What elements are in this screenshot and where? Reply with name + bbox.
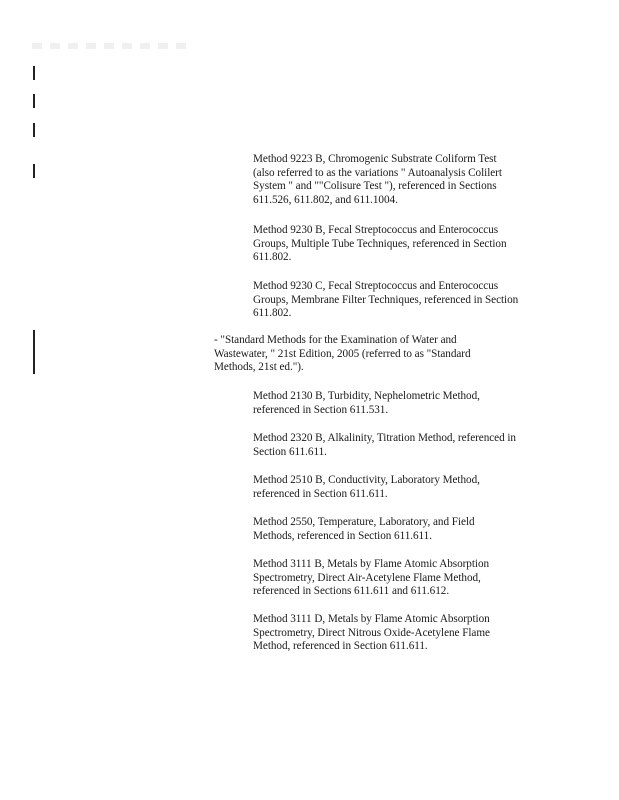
method-entry: Method 9230 B, Fecal Streptococcus and Enterococcus Groups, Multiple Tube Techniques, referenced in Section 611.802. [253, 224, 507, 264]
method-entry: Method 3111 D, Metals by Flame Atomic Absorption Spectrometry, Direct Nitrous Oxide-Acetylene Flame Method, referenced in Section 611.611. [253, 613, 490, 653]
revision-bar [33, 66, 35, 80]
scan-artifact [32, 43, 192, 49]
method-entry: Method 2130 B, Turbidity, Nephelometric Method, referenced in Section 611.531. [253, 390, 480, 416]
method-entry: Method 9230 C, Fecal Streptococcus and Enterococcus Groups, Membrane Filter Techniques, referenced in Section 611.802. [253, 280, 519, 320]
revision-bar [33, 164, 35, 178]
revision-bar [33, 330, 35, 374]
revision-bar [33, 94, 35, 108]
method-entry: Method 2550, Temperature, Laboratory, and Field Methods, referenced in Section 611.611. [253, 516, 475, 542]
method-entry: Method 9223 B, Chromogenic Substrate Coliform Test (also referred to as the variations " Autoanalysis Colilert System " and ""Colisure Test "), referenced in Sections 611.526, 611.802, and 611.1004. [253, 153, 502, 206]
method-entry: Method 3111 B, Metals by Flame Atomic Absorption Spectrometry, Direct Air-Acetylene Flame Method, referenced in Sections 611.611 and 611.612. [253, 558, 490, 598]
revision-bar [33, 123, 35, 137]
method-entry: Method 2510 B, Conductivity, Laboratory Method, referenced in Section 611.611. [253, 474, 480, 500]
method-entry: Method 2320 B, Alkalinity, Titration Method, referenced in Section 611.611. [253, 432, 516, 458]
standard-methods-heading: - "Standard Methods for the Examination of Water and Wastewater, " 21st Edition, 2005 (referred to as "Standard Methods, 21st ed."). [214, 334, 471, 374]
